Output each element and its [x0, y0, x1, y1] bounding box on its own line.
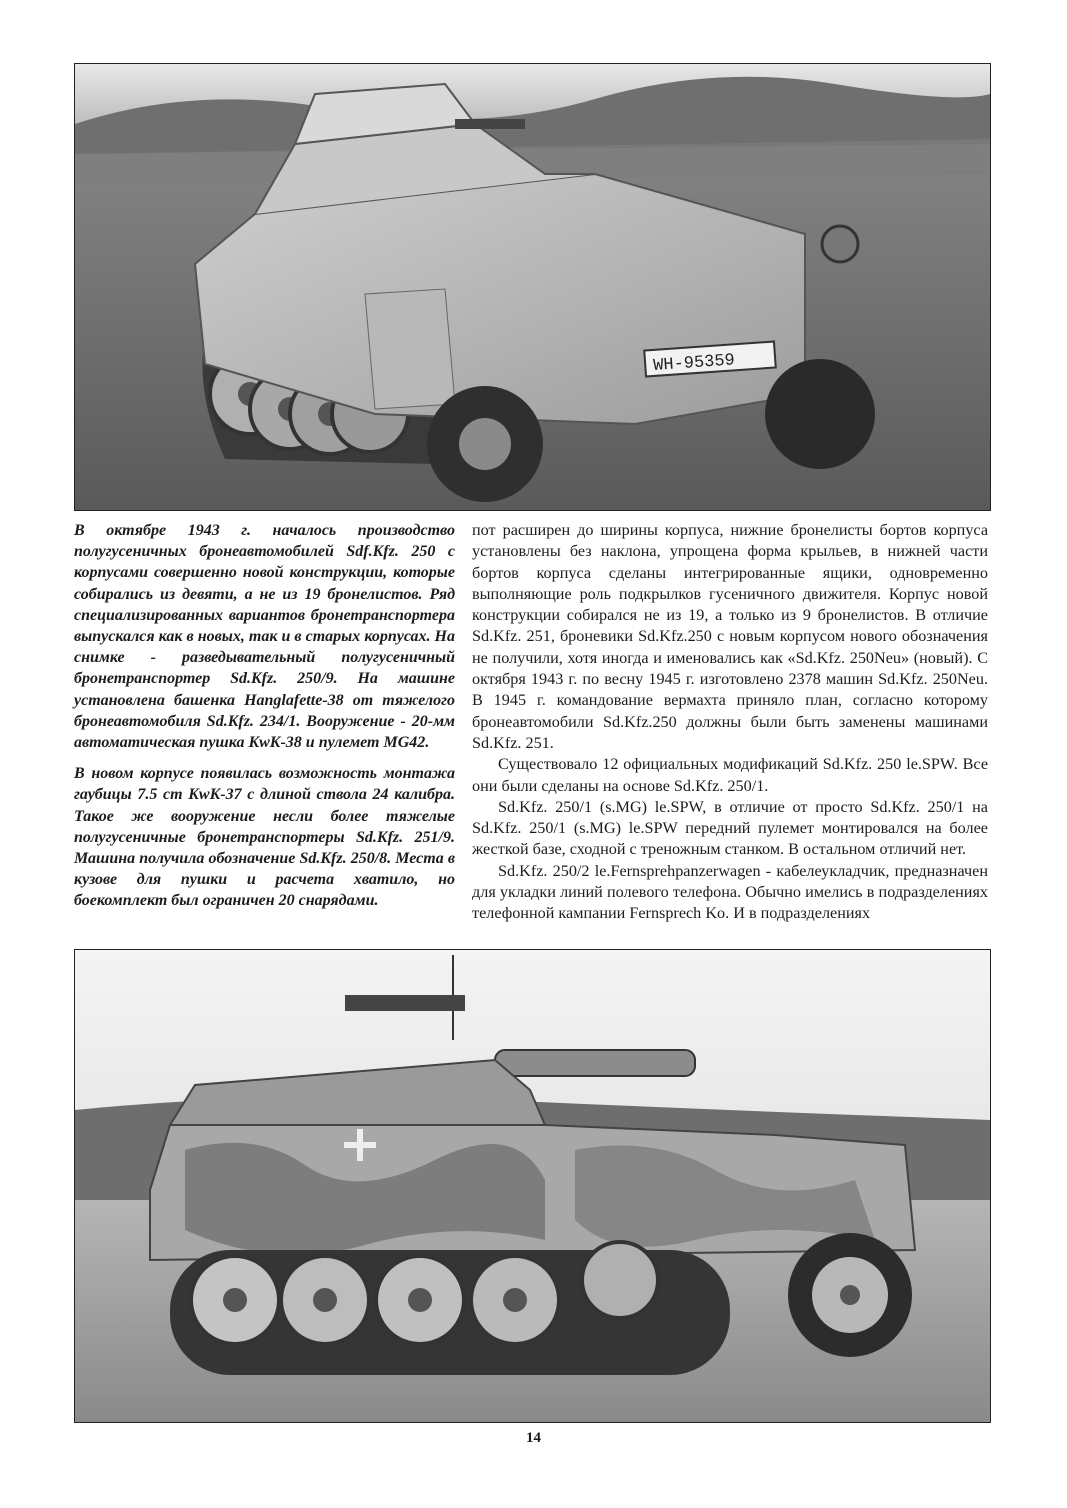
body-paragraph-4: Sd.Kfz. 250/2 le.Fernsprehpanzerwagen - кабелеукладчик, предназначен для укладки линий полевого телефона. Обычно имелись в подразделениях телефонной кампании Fernsprech Ko. И в подразделениях — [472, 861, 988, 923]
article-body — [472, 520, 988, 925]
body-paragraph-2: Существовало 12 официальных модификаций Sd.Kfz. 250 le.SPW. Все они были сделаны на основе Sd.Kfz. 250/1. — [472, 755, 988, 795]
license-plate-text: WH-95359 — [652, 351, 736, 376]
bottom-photo-halftrack — [74, 949, 991, 1423]
top-photo-halftrack — [74, 63, 991, 511]
caption-paragraph-1: В октябре 1943 г. началось производство полугусеничных бронеавтомобилей Sdf.Kfz. 250 с корпусами совершенно новой конструкции, которые собирались из девяти, а не из 19 бронелистов. Ряд специализированных вариантов бронетранспортера выпускался как в новых, так и в старых корпусах. На снимке - разведывательный полугусеничный бронетранспортер Sd.Kfz. 250/9. На машине установлена башенка Hanglafette-38 от тяжелого бронеавтомобиля Sd.Kfz. 234/1. Вооружение - 20-мм автоматическая пушка KwK-38 и пулемет MG42. — [74, 522, 455, 752]
photo-caption — [74, 520, 455, 922]
page-number: 14 — [526, 1430, 541, 1446]
body-paragraph-3: Sd.Kfz. 250/1 (s.MG) le.SPW, в отличие от просто Sd.Kfz. 250/1 на Sd.Kfz. 250/1 (s.MG) le.SPW передний пулемет монтировался на более жесткой базе, сходной с треножным станком. В остальном отличий нет. — [472, 797, 988, 859]
body-paragraph-1: пот расширен до ширины корпуса, нижние бронелисты бортов корпуса установлены без наклона, упрощена форма крыльев, в нижней части бортов корпуса сделаны интегрированные ящики, одновременно выполняющие роль подкрылков гусеничного движителя. Корпус новой конструкции собирался не из 19, а только из 9 бронелистов. В отличие Sd.Kfz. 251, броневики Sd.Kfz.250 с новым корпусом нового обозначения не получили, хотя иногда и именовались как «Sd.Kfz. 250Neu» (новый). С октября 1943 г. по весну 1945 г. изготовлено 2378 машин Sd.Kfz. 250Neu. В 1945 г. командование вермахта приняло план, согласно которому бронеавтомобили Sd.Kfz.250 должны были быть заменены машинами Sd.Kfz. 251. — [472, 521, 988, 752]
caption-paragraph-2: В новом корпусе появилась возможность монтажа гаубицы 7.5 cm KwK-37 с длиной ствола 24 калибра. Такое же вооружение несли более тяжелые полугусеничные бронетранспортеры Sd.Kfz. 251/9. Машина получила обозначение Sd.Kfz. 250/8. Места в кузове для пушки и расчета хватило, но боекомплект был ограничен 20 снарядами. — [74, 765, 455, 910]
